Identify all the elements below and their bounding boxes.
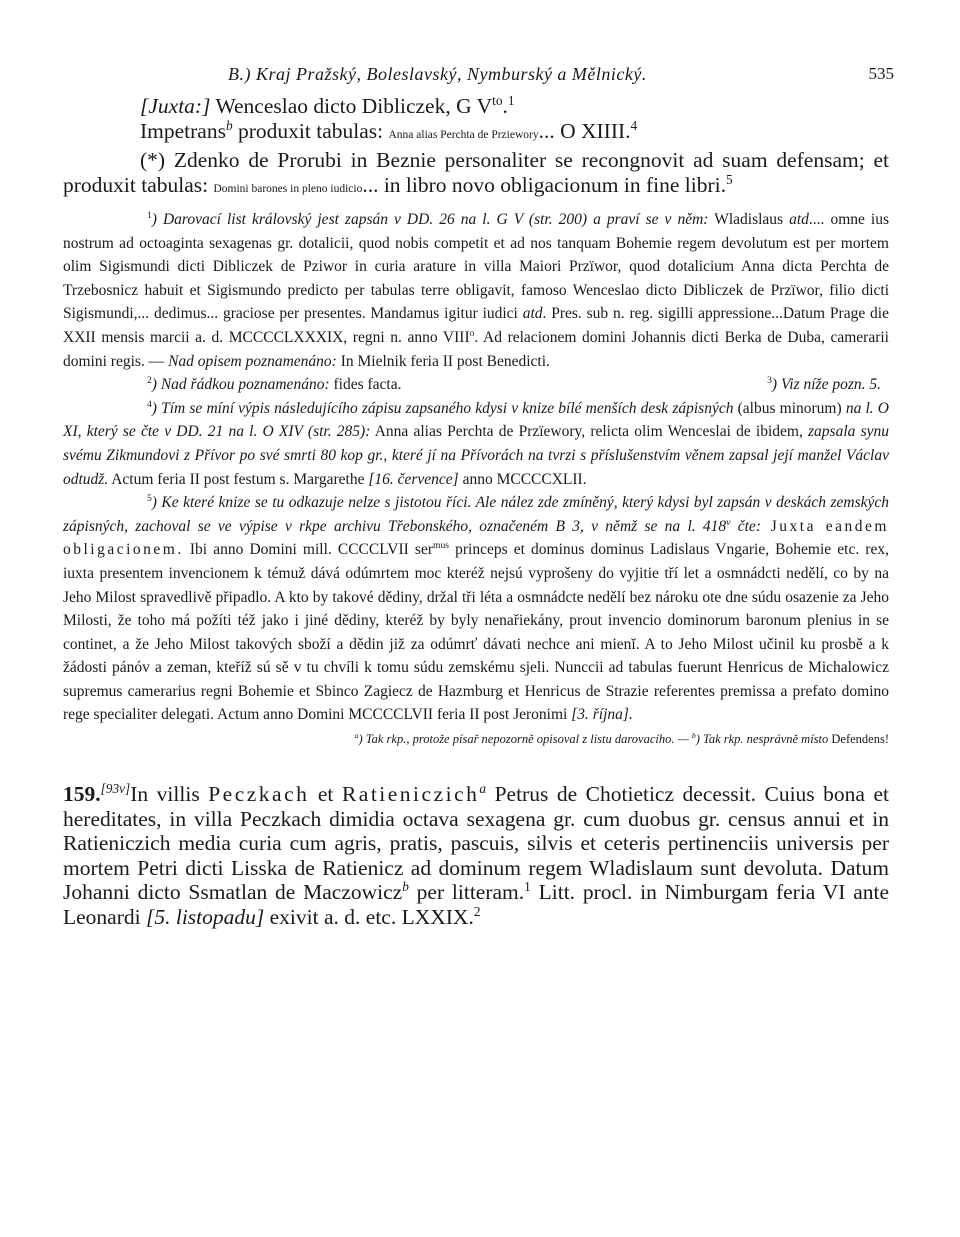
note-italic: [3. října]. xyxy=(571,706,633,724)
note-text: Ibi anno Domini mill. CCCCLVII ser xyxy=(183,541,433,559)
section-text: In villis xyxy=(130,782,209,807)
running-title: B.) Kraj Pražský, Boleslavský, Nymburský a Mělnický. xyxy=(228,64,647,84)
footnote-ref: 4 xyxy=(630,117,638,133)
note-italic: Nad opisem poznamenáno: xyxy=(168,352,337,370)
note-text: . Ad relacionem domini Johannis dicti Berka de Duba, camerarii domini regis. — xyxy=(63,328,889,370)
small-text: Domini barones in pleno iudicio xyxy=(213,183,363,195)
folio-ref: [93v] xyxy=(100,780,131,796)
footnote-mark: 1 xyxy=(147,209,152,221)
page-number: 535 xyxy=(868,64,894,83)
footnote-mark: a xyxy=(354,730,359,740)
note-text: (albus minorum) xyxy=(733,399,846,417)
entry-text: ... in libro novo obligacionum in fine libri. xyxy=(362,173,726,197)
note-italic: ) Tak rkp. nesprávně místo xyxy=(695,732,829,747)
footnote-1 xyxy=(63,208,889,373)
section-text: Petrus de Chotieticz decessit. Cuius bona et hereditates, in villa Peczkach dimidia octava sexagena gr. cum duobus gr. census annui et in Ratieniczich media curia cum agris, pratis, pascuis, silvis et ceteris pertinenciis universis per mortem Petri dicti Lisska de Ratienicz ad dominum regem Wladislaum sunt devoluta. Datum Johanni dicto Ssmatlan de Maczowicz xyxy=(63,782,889,905)
entries-block xyxy=(63,94,889,202)
superscript: to xyxy=(492,92,503,108)
entry-text: Impetrans xyxy=(140,119,226,143)
section-159 xyxy=(63,782,889,929)
note-text: Wladislaus xyxy=(708,211,790,228)
note-italic: zapsala synu svému Zikmundovi z Přívor po své smrti 80 kop gr., které jí na Přívorách na tvrzi s příslušenstvím věnem zapsal její manžel Václav odtudž. xyxy=(63,423,889,488)
superscript: v xyxy=(726,516,731,528)
superscript: mus xyxy=(432,540,449,552)
footnote-4 xyxy=(63,397,889,491)
spaced-text: Juxta eandem obligacionem. xyxy=(63,517,889,559)
small-text: Anna alias Perchta de Prziewory xyxy=(388,129,539,141)
note-italic: ) Viz níže pozn. 5. xyxy=(771,376,881,394)
footnote-ref: 2 xyxy=(473,903,481,919)
section-text: Litt. procl. in Nimburgam feria VI ante Leonardi xyxy=(63,880,890,929)
section-159-text xyxy=(63,782,889,929)
entry-zdenko xyxy=(63,148,889,202)
note-text: Defendens! xyxy=(828,732,889,747)
footnotes-block xyxy=(63,208,889,749)
entry-text: Wenceslao dicto Dibliczek, G V xyxy=(210,94,493,118)
note-text: In Mielnik feria II post Benedicti. xyxy=(336,352,550,370)
section-number: 159. xyxy=(63,782,101,807)
note-italic: na l. O XI, který se čte v DD. 21 na l. O XIV (str. 285): xyxy=(63,399,890,441)
running-header xyxy=(63,60,894,94)
note-italic: [16. července] xyxy=(368,470,459,488)
superscript: o xyxy=(469,327,475,339)
note-text: Actum feria II post festum s. Margarethe xyxy=(108,470,369,488)
footnote-ref: 1 xyxy=(507,92,515,108)
note-text: fides facta. xyxy=(329,376,402,394)
note-italic: ) Tak rkp., protože písař nepozorně opisoval z listu darovacího. — xyxy=(358,732,692,747)
note-italic: ) Tím se míní výpis následujícího zápisu zapsaného kdysi v knize bílé menších desk zápisných xyxy=(151,399,734,417)
entry-impetrans xyxy=(63,119,889,148)
entry-text: produxit tabulas: xyxy=(232,119,389,143)
footnote-5 xyxy=(63,491,889,727)
footnote-ref: 1 xyxy=(524,878,531,894)
footnote-mark: 3 xyxy=(767,375,772,386)
footnote-ref: a xyxy=(479,780,487,796)
footnotes-a-b xyxy=(63,729,889,749)
note-italic: ) Ke které knize se tu odkazuje nelze s jistotou říci. Ale nález zde zmíněný, který kdysi byl zapsán v deskách zemských zápisných, zachoval se ve výpise v rkpe archivu Třebonského, označeném B 3, v němž se na l. 418 xyxy=(63,494,889,535)
entry-text: ... O XIIII. xyxy=(538,119,631,143)
spaced-place-name: Ratieniczich xyxy=(341,782,480,807)
footnote-2 xyxy=(147,373,401,397)
entry-text: . xyxy=(502,94,508,118)
page xyxy=(63,60,894,929)
entry-juxta xyxy=(63,94,889,119)
note-text: Anna alias Perchta de Przïewory, relicta olim Wenceslai de ibidem, xyxy=(370,423,809,441)
section-text: exivit a. d. etc. LXXIX. xyxy=(264,904,474,929)
entry-text: (*) Zdenko de Prorubi in Beznie personaliter se recongnovit ad suam defensam; et produxit tabulas: xyxy=(63,148,889,197)
entry-juxta-label: [Juxta:] xyxy=(140,94,211,118)
note-italic: čte: xyxy=(730,517,761,535)
footnote-ref: 5 xyxy=(726,171,733,187)
note-italic: ) Nad řádkou poznamenáno: xyxy=(151,376,330,394)
footnote-ref: b xyxy=(225,117,233,133)
note-italic: atd xyxy=(789,211,809,228)
section-text: et xyxy=(309,782,342,807)
spaced-place-name: Peczkach xyxy=(208,782,310,807)
note-text: princeps et dominus dominus Ladislaus Vngarie, Bohemie etc. rex, iuxta presentem invencionem k témuž dává odúmrtem moc kteréž nejsú vyprošeny do vyjitie tří let a osmnádcti nedělí, co by na Jeho Milost spravedlivě připadlo. A kto by takové dědiny, držal tři léta a osmnádcte nedělí bez nároku ote dne súdu osazenie za Jeho Milosti, že toho má požíti též jako i jiné dědiny, kteréž by byly nenařiekány, prout invencio dominorum baronum plenius in se continet, a že Jeho Milost takových sboží a dědin již za odúmrť dávati nechce ani mienĭ. A to Jeho Milost učinil ku prosbě a k žádosti pánóv a zeman, kteříž sú sě v tu chvíli k tomu súdu zemskému sjeli. Nunccii ad tabulas fuerunt Henricus de Michalowicz supremus camerarius regni Bohemie et Sbinco Zagiecz de Hazmburg et Henricus de Strazie referentes premissa a prefato domino rege specialiter delegati. Actum anno Domini MCCCCLVII feria II post Jeronimi xyxy=(63,541,889,724)
footnote-mark: 2 xyxy=(147,375,152,386)
footnotes-2-3 xyxy=(63,373,889,397)
note-italic: ) Darovací list královský jest zapsán v DD. 26 na l. G V (str. 200) a praví se v něm: xyxy=(151,211,709,228)
note-text: anno MCCCCXLII. xyxy=(458,470,587,488)
footnote-mark: 4 xyxy=(147,398,152,410)
footnote-mark: b xyxy=(691,730,696,740)
footnote-3 xyxy=(767,373,881,397)
footnote-ref: b xyxy=(402,878,409,894)
note-text: . Pres. sub n. reg. sigilli appressione...Datum Prage die XXII mensis marcii a. d. MCCCCLXXXIX, regni n. anno VIII xyxy=(63,305,889,346)
section-italic: [5. listopadu] xyxy=(145,904,265,929)
footnote-mark: 5 xyxy=(147,492,152,504)
note-text: .... omne ius nostrum ad octoaginta sexagenas gr. dotalicii, quod nobis competit et ad nos tanquam Bohemie regem devolutum est per mortem olim Sigismundi dicti Dibliczek de Pziwor in curia arature in villa Maiori Przïwor, quod dotalicium Anna dicta Perchta de Trzebosnicz habuit et Sigismundo predicto per tabulas terre obligavit, famoso Wenceslao dicto Dibliczek de Przïwor, filio dicti Sigismundi,... dedimus... graciose per presentes. Mandamus igitur iudici xyxy=(63,211,890,323)
note-italic: atd xyxy=(522,305,543,323)
section-text: per litteram. xyxy=(408,880,525,905)
